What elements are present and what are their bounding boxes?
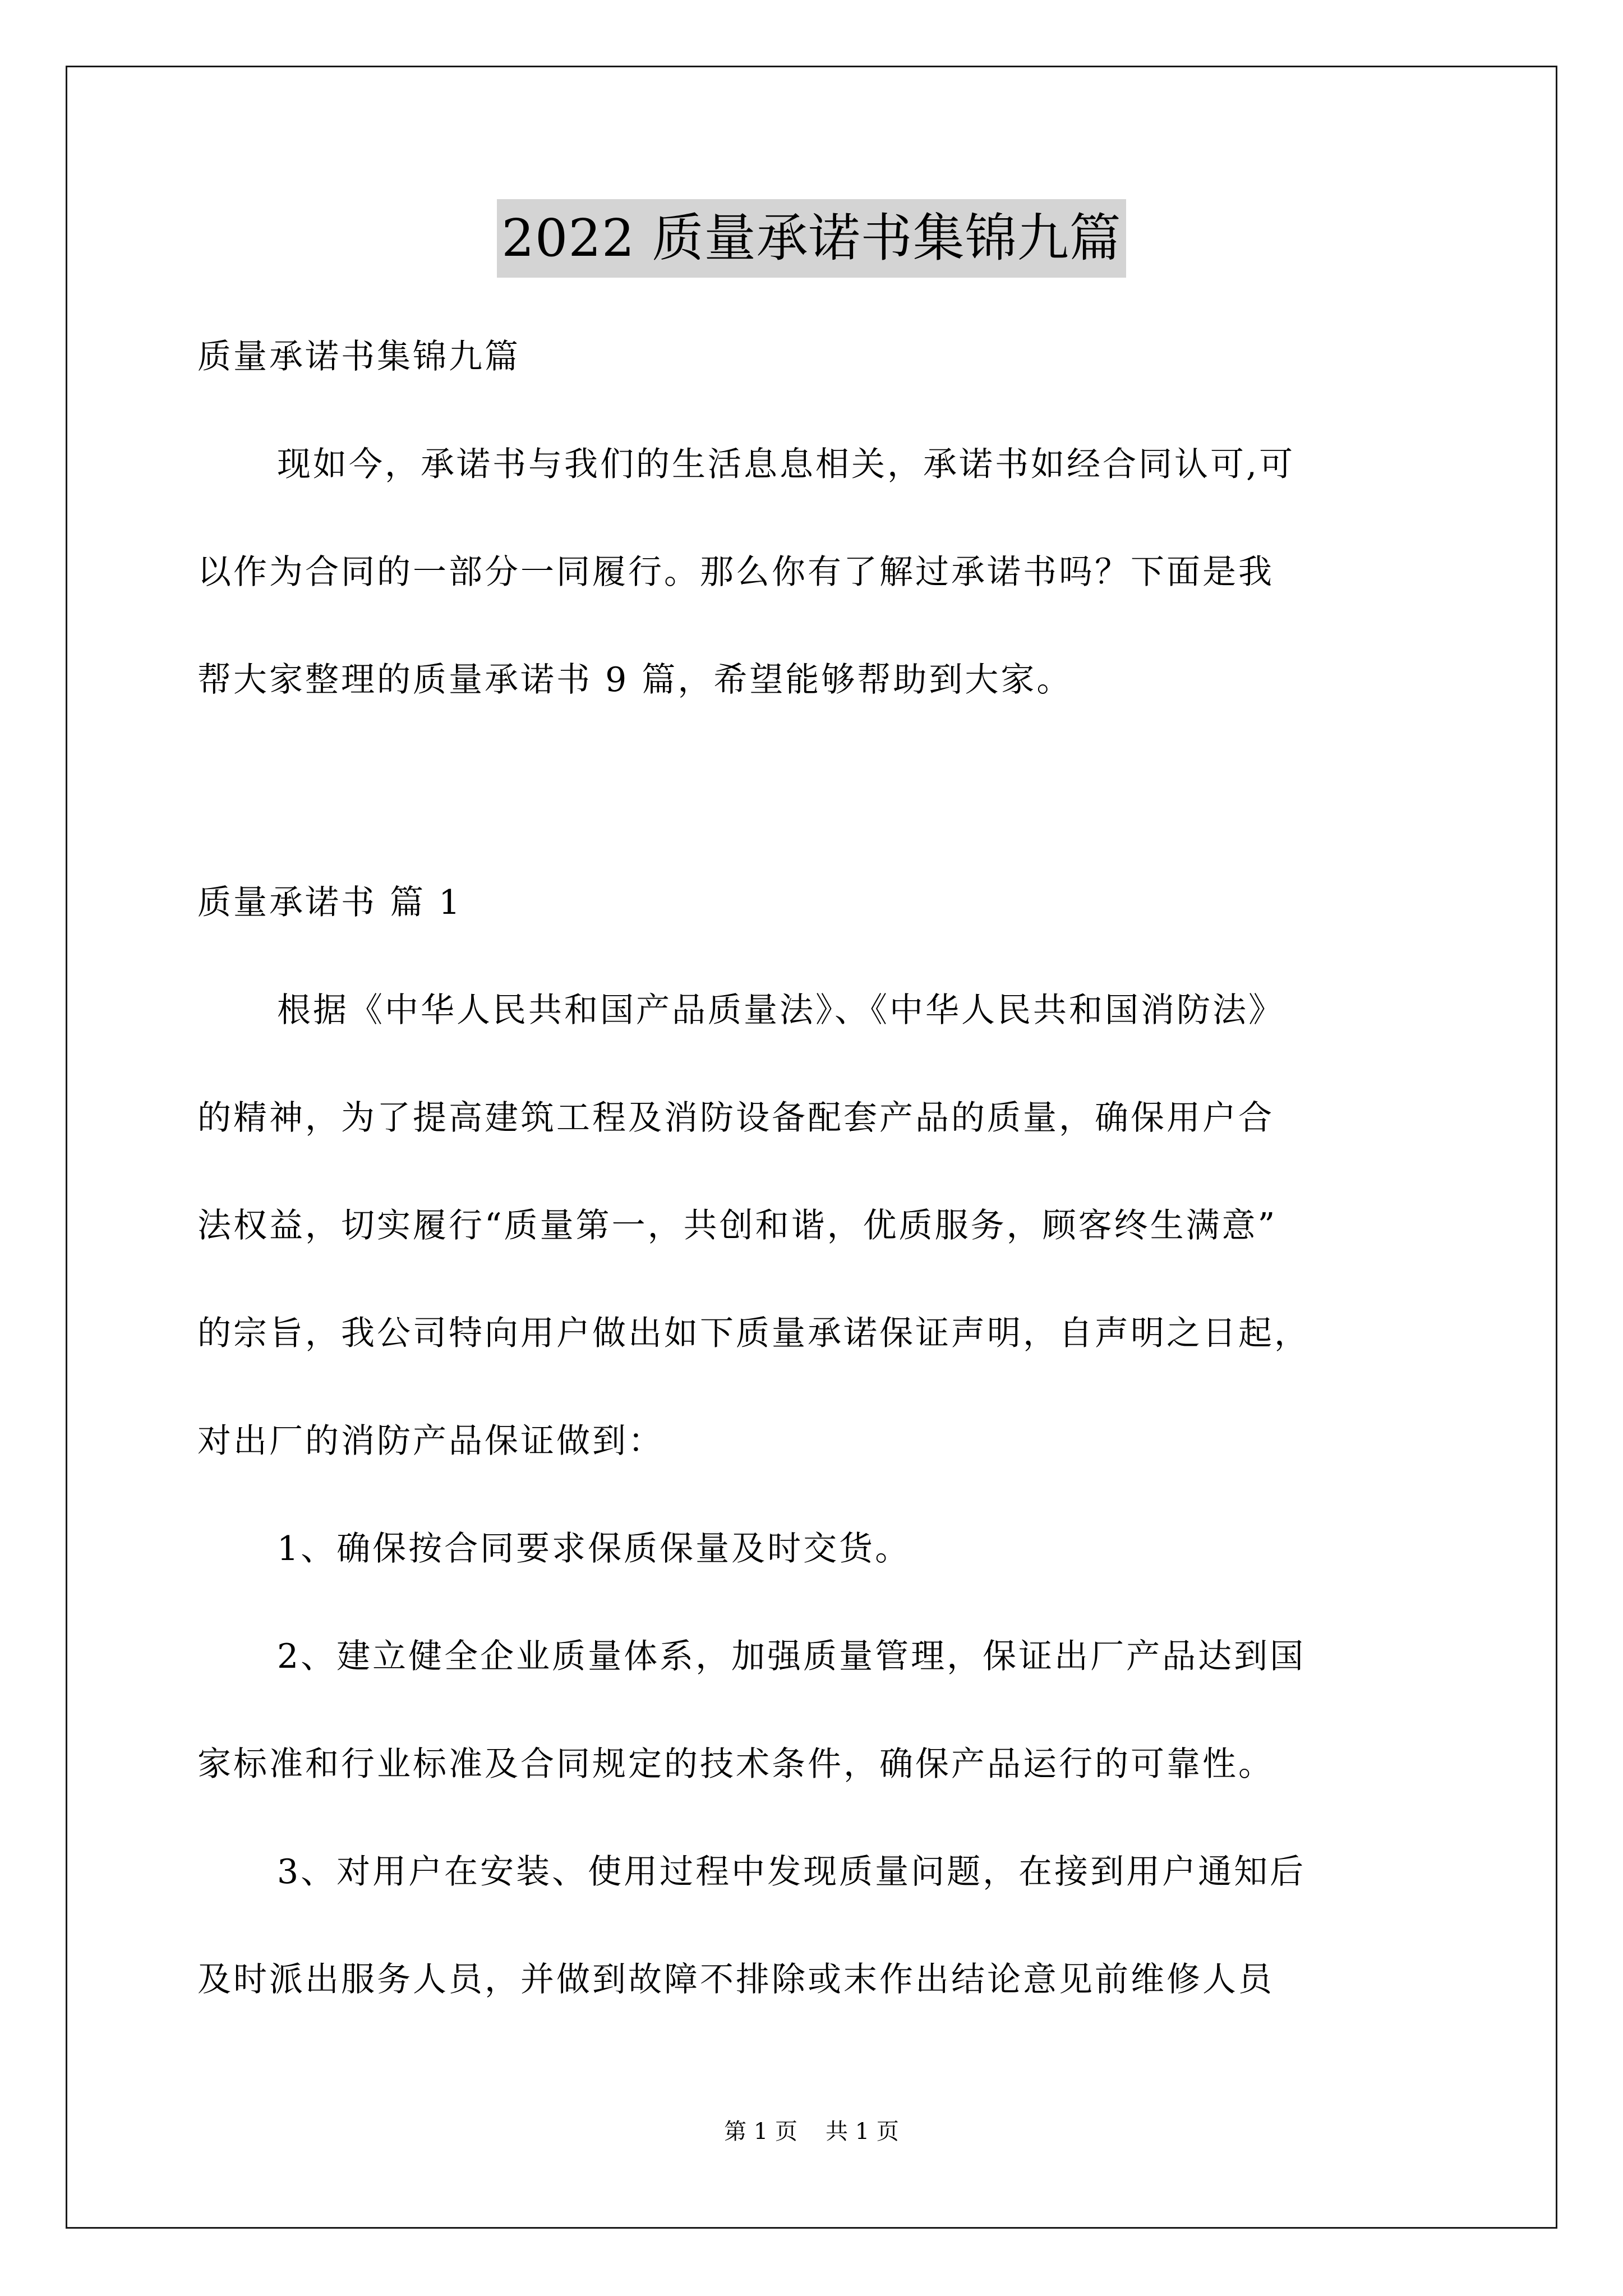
- page-number: 第 1 页: [724, 2119, 797, 2145]
- intro-line: 帮大家整理的质量承诺书 9 篇，希望能够帮助到大家。: [197, 660, 1073, 700]
- intro-line: 以作为合同的一部分一同履行。那么你有了解过承诺书吗？下面是我: [197, 553, 1274, 592]
- document-body: [197, 303, 1437, 2033]
- intro-line: 现如今，承诺书与我们的生活息息相关，承诺书如经合同认可,可: [277, 445, 1295, 484]
- body-line: 及时派出服务人员，并做到故障不排除或末作出结论意见前维修人员: [197, 1960, 1274, 1999]
- page-footer: [0, 2115, 1623, 2148]
- body-line: 家标准和行业标准及合同规定的技术条件，确保产品运行的可靠性。: [197, 1745, 1274, 1784]
- subtitle: 质量承诺书集锦九篇: [197, 337, 520, 376]
- body-line: 的宗旨，我公司特向用户做出如下质量承诺保证声明，自声明之日起，: [197, 1314, 1310, 1353]
- section-heading: 质量承诺书 篇 1: [197, 883, 463, 922]
- body-line: 根据《中华人民共和国产品质量法》、《中华人民共和国消防法》: [277, 991, 1284, 1030]
- body-line: 法权益，切实履行“质量第一，共创和谐，优质服务，顾客终生满意”: [197, 1206, 1278, 1245]
- title-container: [0, 199, 1623, 278]
- paragraph-gap: [197, 734, 1437, 849]
- body-line: 对出厂的消防产品保证做到：: [197, 1421, 664, 1461]
- body-line: 2、建立健全企业质量体系，加强质量管理，保证出厂产品达到国: [277, 1637, 1306, 1676]
- body-line: 1、确保按合同要求保质保量及时交货。: [277, 1529, 911, 1568]
- body-line: 的精神，为了提高建筑工程及消防设备配套产品的质量，确保用户合: [197, 1098, 1274, 1138]
- page-total: 共 1 页: [826, 2119, 899, 2145]
- body-line: 3、对用户在安装、使用过程中发现质量问题，在接到用户通知后: [277, 1852, 1306, 1892]
- document-title: 2022 质量承诺书集锦九篇: [497, 199, 1126, 278]
